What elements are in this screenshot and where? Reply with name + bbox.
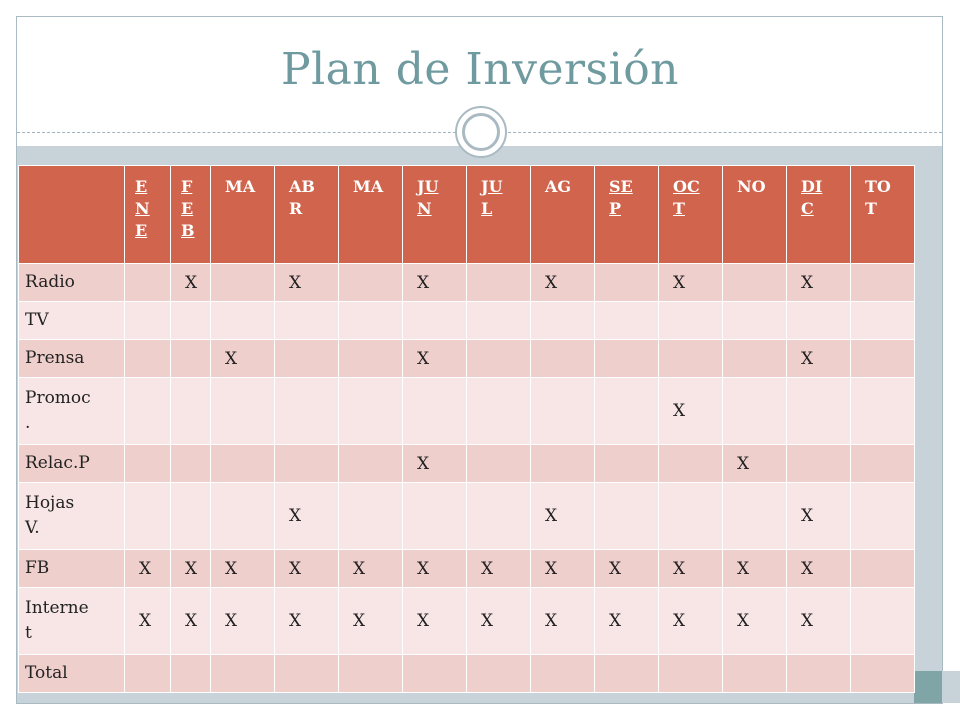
table-cell — [171, 655, 211, 693]
header-label: JU L — [481, 177, 503, 218]
table-cell: X — [467, 550, 531, 588]
table-cell — [467, 302, 531, 340]
table-cell: X — [211, 550, 275, 588]
header-label: OC T — [673, 177, 700, 218]
table-cell — [595, 264, 659, 302]
table-cell — [467, 378, 531, 445]
table-cell — [125, 655, 171, 693]
table-cell: X — [339, 550, 403, 588]
table-cell: X — [787, 550, 851, 588]
table-cell — [339, 340, 403, 378]
header-label: NO — [737, 177, 766, 196]
table-cell: X — [339, 588, 403, 655]
table-cell: X — [125, 550, 171, 588]
row-label: Total — [19, 655, 125, 693]
header-month-ma — [211, 166, 275, 264]
table-cell — [275, 655, 339, 693]
header-label: JU N — [417, 177, 439, 218]
table-cell — [659, 340, 723, 378]
table-cell: X — [171, 264, 211, 302]
row-label: Relac.P — [19, 445, 125, 483]
table-cell — [211, 483, 275, 550]
table-cell: X — [467, 588, 531, 655]
table-cell — [171, 302, 211, 340]
header-month-jul — [467, 166, 531, 264]
table-cell — [339, 445, 403, 483]
table-cell — [787, 655, 851, 693]
header-label: DI C — [801, 177, 823, 218]
table-cell — [171, 483, 211, 550]
table-cell — [851, 550, 915, 588]
table-cell — [851, 588, 915, 655]
table-cell — [531, 655, 595, 693]
table-cell: X — [403, 264, 467, 302]
table-cell — [125, 340, 171, 378]
table-cell — [171, 340, 211, 378]
table-cell: X — [659, 550, 723, 588]
table-cell — [595, 445, 659, 483]
row-label: Radio — [19, 264, 125, 302]
table-cell — [723, 655, 787, 693]
table-cell — [211, 655, 275, 693]
table-cell — [467, 483, 531, 550]
header-month-sep — [595, 166, 659, 264]
table-cell — [723, 302, 787, 340]
table-cell — [851, 378, 915, 445]
corner-accent — [914, 671, 943, 703]
table-cell: X — [171, 588, 211, 655]
header-label: AB R — [289, 177, 315, 218]
table-cell — [125, 302, 171, 340]
table-row — [19, 302, 915, 340]
row-label: Promoc . — [19, 378, 125, 445]
table-cell — [787, 445, 851, 483]
row-label: FB — [19, 550, 125, 588]
table-cell: X — [275, 264, 339, 302]
table-cell — [531, 340, 595, 378]
table-cell — [211, 445, 275, 483]
table-cell: X — [275, 550, 339, 588]
table-cell — [125, 264, 171, 302]
table-cell — [275, 302, 339, 340]
table-cell — [467, 445, 531, 483]
table-cell — [125, 378, 171, 445]
table-cell: X — [531, 588, 595, 655]
table-cell — [659, 483, 723, 550]
table-cell: X — [125, 588, 171, 655]
table-row — [19, 340, 915, 378]
table-cell — [787, 378, 851, 445]
table-cell — [467, 655, 531, 693]
table-cell — [595, 655, 659, 693]
table-cell: X — [403, 588, 467, 655]
header-month-feb — [171, 166, 211, 264]
table-cell: X — [787, 264, 851, 302]
table-cell: X — [723, 445, 787, 483]
header-label: E N E — [135, 177, 150, 240]
header-label: MA — [353, 177, 384, 196]
table-cell: X — [403, 550, 467, 588]
table-row — [19, 483, 915, 550]
table-cell: X — [275, 483, 339, 550]
table-cell — [339, 655, 403, 693]
table-cell — [339, 378, 403, 445]
table-cell — [339, 264, 403, 302]
table-cell — [595, 340, 659, 378]
table-cell — [595, 483, 659, 550]
table-cell — [211, 264, 275, 302]
table-cell: X — [403, 340, 467, 378]
table-cell — [467, 264, 531, 302]
investment-table — [18, 165, 915, 693]
table-cell — [275, 445, 339, 483]
corner-accent-extension — [942, 671, 960, 703]
table-cell — [851, 340, 915, 378]
row-label: Prensa — [19, 340, 125, 378]
table-cell — [211, 302, 275, 340]
table-cell: X — [211, 588, 275, 655]
table-cell: X — [787, 483, 851, 550]
table-cell — [531, 445, 595, 483]
table-row — [19, 550, 915, 588]
table-cell: X — [595, 588, 659, 655]
table-cell — [851, 445, 915, 483]
table-cell — [659, 445, 723, 483]
table-cell: X — [403, 445, 467, 483]
table-cell — [851, 264, 915, 302]
header-month-tot — [851, 166, 915, 264]
table-header-row — [19, 166, 915, 264]
table-cell: X — [659, 588, 723, 655]
table-cell — [211, 378, 275, 445]
table-cell — [125, 445, 171, 483]
table-cell — [851, 655, 915, 693]
table-cell — [403, 378, 467, 445]
table-cell — [403, 302, 467, 340]
table-cell: X — [171, 550, 211, 588]
table-row — [19, 588, 915, 655]
table-cell — [275, 378, 339, 445]
circle-ornament-inner — [462, 113, 500, 151]
table-cell — [403, 655, 467, 693]
header-label: F E B — [181, 177, 195, 240]
table-cell: X — [659, 378, 723, 445]
row-label: Interne t — [19, 588, 125, 655]
table-cell — [403, 483, 467, 550]
header-label: MA — [225, 177, 256, 196]
table-cell — [851, 483, 915, 550]
table-cell — [851, 302, 915, 340]
circle-ornament-icon — [455, 106, 507, 158]
table-cell: X — [531, 264, 595, 302]
header-label: AG — [545, 177, 572, 196]
table-cell: X — [275, 588, 339, 655]
header-month-ag — [531, 166, 595, 264]
table-row — [19, 264, 915, 302]
table-cell: X — [723, 550, 787, 588]
table-cell — [723, 264, 787, 302]
header-month-no — [723, 166, 787, 264]
header-month-ene — [125, 166, 171, 264]
table-cell — [125, 483, 171, 550]
slide-title: Plan de Inversión — [280, 44, 680, 95]
header-label: TO T — [865, 177, 891, 218]
table-cell — [531, 302, 595, 340]
table-cell — [467, 340, 531, 378]
table-cell: X — [787, 340, 851, 378]
table-cell — [339, 302, 403, 340]
table-cell: X — [595, 550, 659, 588]
table-cell: X — [787, 588, 851, 655]
table-cell — [531, 378, 595, 445]
header-month-abr — [275, 166, 339, 264]
header-month-oct — [659, 166, 723, 264]
table-cell — [171, 445, 211, 483]
header-month-jun — [403, 166, 467, 264]
table-cell — [275, 340, 339, 378]
table-cell — [339, 483, 403, 550]
header-corner-cell — [19, 166, 125, 264]
table-cell — [723, 378, 787, 445]
table-row — [19, 655, 915, 693]
table-cell — [171, 378, 211, 445]
table-cell: X — [659, 264, 723, 302]
header-label: SE P — [609, 177, 633, 218]
table-cell — [659, 302, 723, 340]
table-cell — [723, 483, 787, 550]
table-row — [19, 445, 915, 483]
table-cell — [595, 302, 659, 340]
header-month-dic — [787, 166, 851, 264]
table-cell: X — [531, 550, 595, 588]
table-cell — [659, 655, 723, 693]
row-label: TV — [19, 302, 125, 340]
table-cell — [787, 302, 851, 340]
table-cell — [595, 378, 659, 445]
table-cell: X — [723, 588, 787, 655]
header-month-ma — [339, 166, 403, 264]
table-row — [19, 378, 915, 445]
row-label: Hojas V. — [19, 483, 125, 550]
table-cell: X — [531, 483, 595, 550]
table-cell — [723, 340, 787, 378]
table-cell: X — [211, 340, 275, 378]
